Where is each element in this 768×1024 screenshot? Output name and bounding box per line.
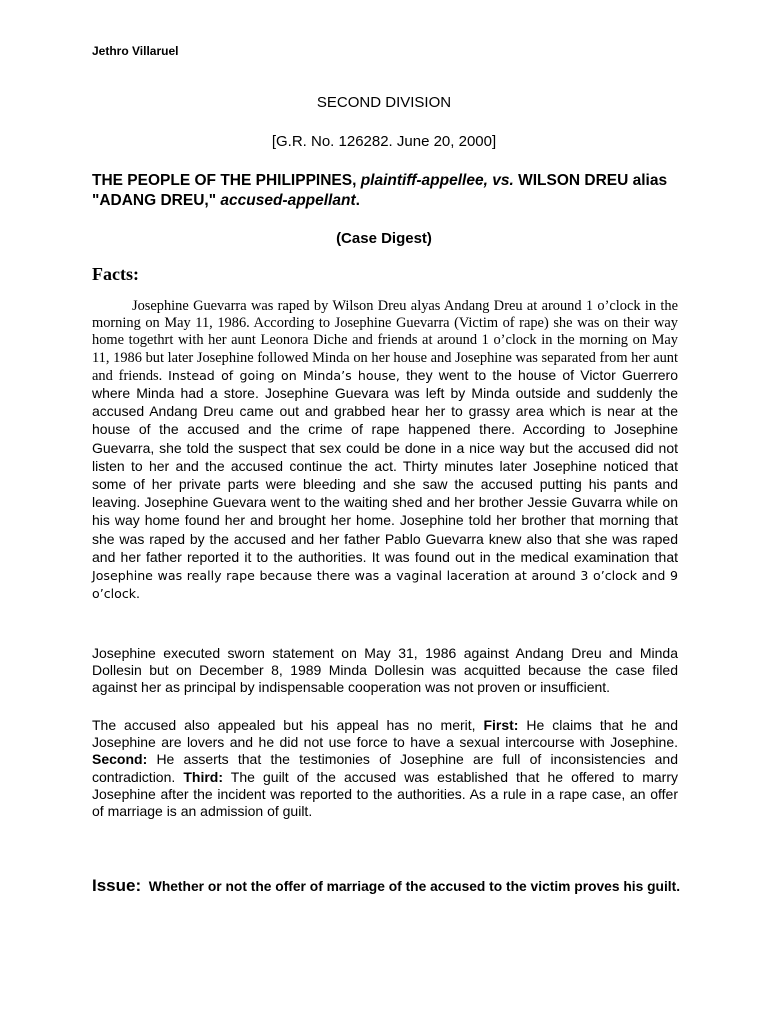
facts-p3-text-3: He asserts that the testimonies of Josephine are full of inconsistencies and contradiction. [92,751,678,785]
facts-heading: Facts: [92,264,139,284]
author-name: Jethro Villaruel [92,44,179,58]
division-heading: SECOND DIVISION [316,94,452,111]
issue-text: Whether or not the offer of marriage of the accused to the victim proves his guilt. [141,879,681,894]
issue-section [92,876,682,896]
title-part-4: accused-appellant [220,192,356,209]
case-title [92,171,682,211]
title-part-2: plaintiff-appellee, vs. [360,172,514,189]
facts-paragraph-1 [92,298,678,603]
facts-p1-text-3: they went to the house of Victor Guerrero where Minda had a store. Josephine Guevara was left by Minda outside and suddenly the accused Andang Dreu came out and grabbed hear her to grassy area which is near at the house of the accused and the crime of rape happened there. According to Josephine Guevarra, she told the suspect that sex could be done in a nice way but the accused did not listen to her and the accused continue the act. Thirty minutes later Josephine noticed that some of her private parts were bleeding and she saw the accused putting his pants and leaving. Josephine Guevara went to the waiting shed and her brother Jessie Guvarra while on his way home found her and brought her home. Josephine told her brother that morning that she was raped by the accused and her father Pablo Guevarra knew also that she was raped and her father reported it to the authorities. It was found out in the medical examination that [92,366,678,565]
second-label: Second: [92,751,148,768]
facts-p1-text-2: Instead of going on Minda’s house, [168,367,400,383]
facts-p1-text-4: Josephine was really rape because there was a vaginal laceration at around 3 o’clock and 9 o’clock. [92,568,678,602]
title-part-1: THE PEOPLE OF THE PHILIPPINES, [92,172,361,189]
case-number: [G.R. No. 126282. June 20, 2000] [271,133,497,150]
case-digest-label: (Case Digest) [336,230,432,247]
title-part-3: WILSON DREU alias "ADANG DREU," [92,172,668,209]
title-part-5: . [355,192,360,209]
facts-p3-text-4: The guilt of the accused was established that he offered to marry Josephine after the incident was reported to the authorities. As a rule in a rape case, an offer of marriage is an admission of guilt. [92,768,678,820]
facts-paragraph-2: Josephine executed sworn statement on May 31, 1986 against Andang Dreu and Minda Dollesin but on December 8, 1989 Minda Dollesin was acquitted because the case filed against her as principal by indispensable cooperation was not proven or insufficient. [92,645,678,696]
facts-paragraph-3 [92,717,678,820]
issue-label: Issue: [92,876,142,895]
facts-p3-text-2: He claims that he and Josephine are lovers and he did not use force to have a sexual intercourse with Josephine. [92,717,678,751]
third-label: Third: [183,768,223,785]
facts-p1-text-1: Josephine Guevarra was raped by Wilson Dreu alyas Andang Dreu at around 1 o’clock in the morning on May 11, 1986. According to Josephine Guevarra (Victim of rape) she was on their way home togethrt with her aunt Leonora Diche and friends at around 1 o’clock in the morning on May 11, 1986 but later Josephine followed Minda on her house and Josephine was separated from her aunt and friends. [92,298,678,384]
facts-p3-text-1: The accused also appealed but his appeal has no merit, [92,717,484,733]
first-label: First: [483,717,519,733]
